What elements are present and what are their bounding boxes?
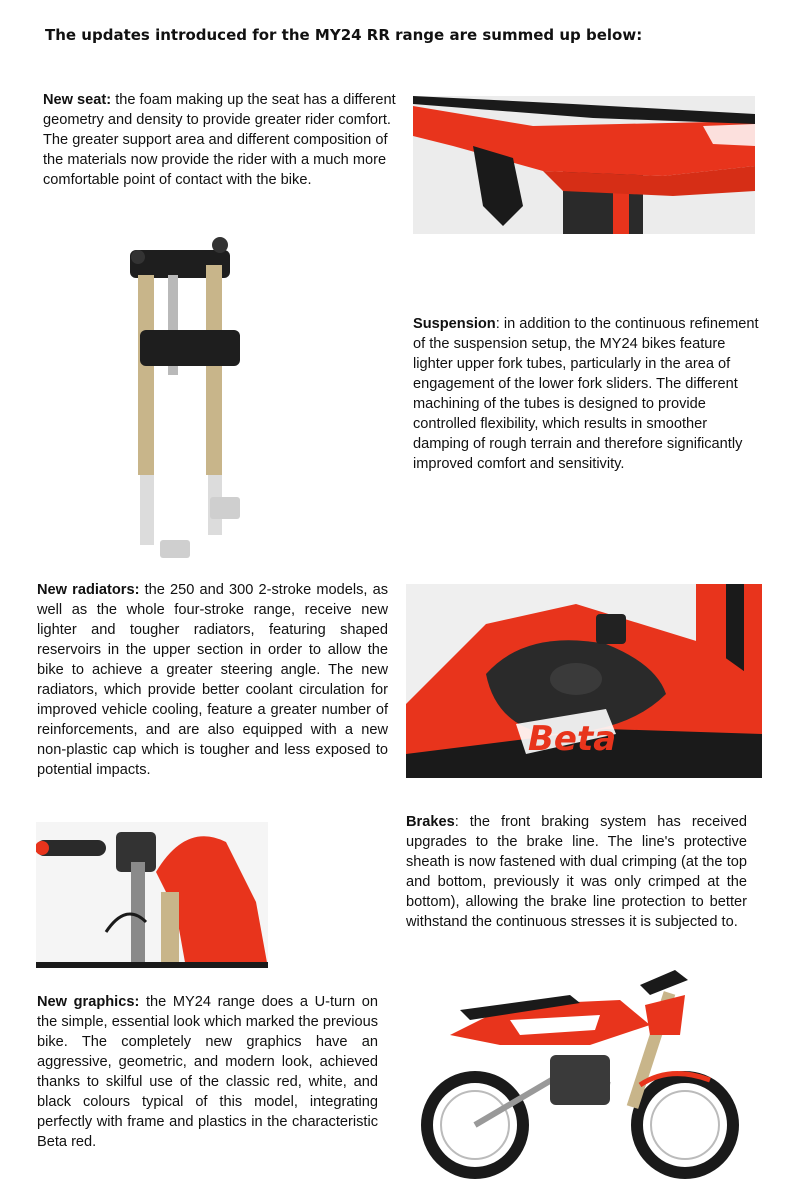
brakes-body: : the front braking system has received upgrades to the brake line. The line's protective sheath is now fastened with dual crimping (at the top and bottom, previously it was only crimped at the bottom), allowing the brake line protection to better withstand the continuous stresses it is subjected to. <box>406 814 747 930</box>
radiators-paragraph <box>37 580 388 780</box>
suspension-title: Suspension <box>413 316 496 332</box>
seat-title: New seat: <box>43 92 112 108</box>
suspension-paragraph <box>413 314 763 474</box>
seat-paragraph <box>43 90 401 190</box>
brake-photo <box>36 822 268 968</box>
radiators-title: New radiators: <box>37 582 140 598</box>
seat-body: the foam making up the seat has a different geometry and density to provide greater rider comfort. The greater support area and different composition of the materials now provide the rider with a much more comfortable point of contact with the bike. <box>43 92 396 188</box>
radiator-photo <box>406 584 762 778</box>
graphics-body: the MY24 range does a U-turn on the simple, essential look which marked the previous bike. The completely new graphics have an aggressive, geometric, and modern look, achieved thanks to skilful use of the classic red, white, and black colours typical of this model, integrating perfectly with frame and plastics in the characteristic Beta red. <box>37 994 378 1150</box>
fork-photo <box>120 235 260 565</box>
brakes-title: Brakes <box>406 814 455 830</box>
motorcycle-photo <box>420 965 745 1185</box>
beta-logo: Beta <box>528 719 617 759</box>
graphics-paragraph <box>37 992 378 1152</box>
suspension-body: : in addition to the continuous refinement of the suspension setup, the MY24 bikes feature lighter upper fork tubes, particularly in the area of engagement of the lower fork sliders. The different machining of the tubes is designed to provide controlled flexibility, which results in smoother damping of rough terrain and therefore significantly improved comfort and sensitivity. <box>413 316 759 472</box>
graphics-title: New graphics: <box>37 994 140 1010</box>
brakes-paragraph <box>406 812 747 932</box>
radiators-body: the 250 and 300 2-stroke models, as well as the whole four-stroke range, receive new lighter and tougher radiators, featuring shaped reservoirs in the upper section in order to allow the bike to achieve a greater steering angle. The new radiators, which provide better coolant circulation for improved vehicle cooling, feature a greater number of reinforcements, and are also equipped with a new non-plastic cap which is tougher and less exposed to potential impacts. <box>37 582 389 778</box>
seat-photo <box>413 96 755 234</box>
page-heading: The updates introduced for the MY24 RR range are summed up below: <box>45 26 643 44</box>
